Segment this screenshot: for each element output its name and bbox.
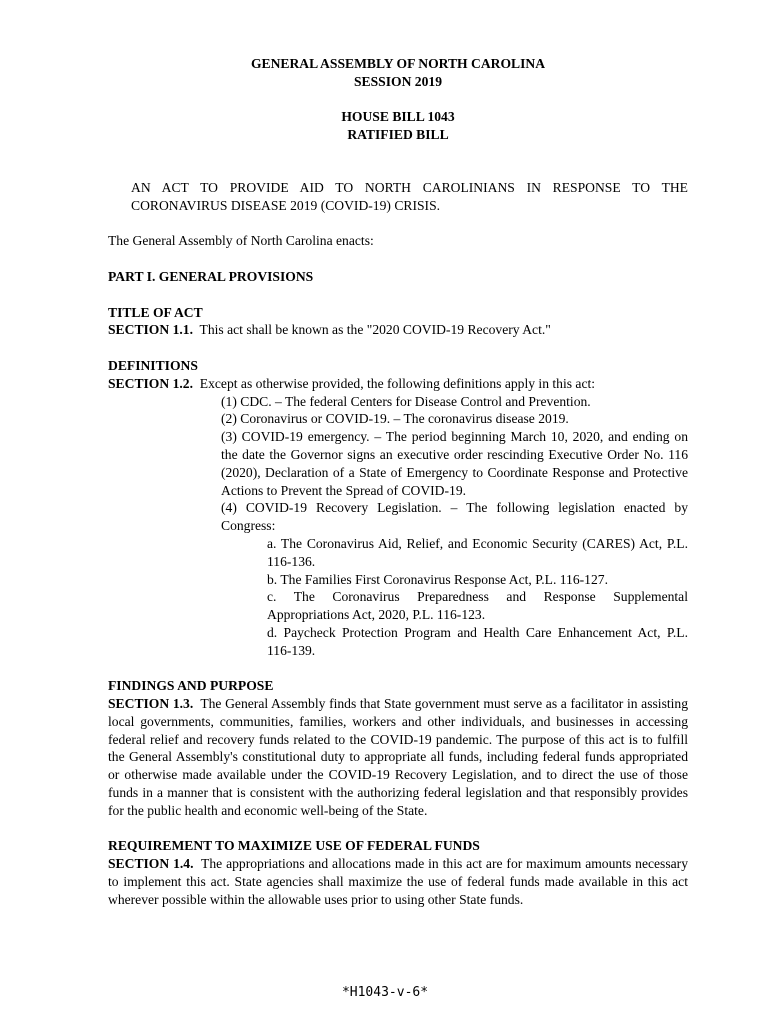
definition-item: (3) COVID-19 emergency. – The period beginning March 10, 2020, and ending on the date the Governor signs an executive order rescinding Executive Order No. 116 (2020), Declaration of a State of Emergency to Coordinate Response and Protective Actions to Prevent the Spread of COVID-19. <box>221 429 688 498</box>
definition-subitem: d. Paycheck Protection Program and Health Care Enhancement Act, P.L. 116-139. <box>267 624 688 658</box>
part-heading: PART I. GENERAL PROVISIONS <box>108 268 314 284</box>
bill-status: RATIFIED BILL <box>347 127 449 143</box>
section-1-2-label: SECTION 1.2. <box>108 375 193 391</box>
definition-item: (1) CDC. – The federal Centers for Disease Control and Prevention. <box>221 393 591 409</box>
section-1-3-heading: FINDINGS AND PURPOSE <box>108 678 274 694</box>
enacting-clause: The General Assembly of North Carolina enacts: <box>108 233 374 249</box>
assembly-heading: GENERAL ASSEMBLY OF NORTH CAROLINA <box>250 56 546 71</box>
section-1-3-label: SECTION 1.3. <box>108 696 194 712</box>
document-page <box>108 55 688 909</box>
definition-item: (4) COVID-19 Recovery Legislation. – The following legislation enacted by Congress: <box>221 500 688 534</box>
section-1-4-text: SECTION 1.4. The appropriations and allocations made in this act are for maximum amounts necessary to implement this act. State agencies shall maximize the use of federal funds made available in this act wherever possible within the allowable uses prior to using other State funds. <box>108 856 688 907</box>
section-1-1-text: SECTION 1.1. This act shall be known as the "2020 COVID-19 Recovery Act." <box>108 322 551 338</box>
bill-number: HOUSE BILL 1043 <box>341 109 455 125</box>
section-1-2-heading: DEFINITIONS <box>108 357 198 373</box>
section-1-4-heading: REQUIREMENT TO MAXIMIZE USE OF FEDERAL FUNDS <box>108 838 480 854</box>
section-1-4-label: SECTION 1.4. <box>108 856 194 872</box>
definition-subitem: b. The Families First Coronavirus Response Act, P.L. 116-127. <box>267 571 608 587</box>
session-heading: SESSION 2019 <box>353 73 442 89</box>
definition-subitem: c. The Coronavirus Preparedness and Response Supplemental Appropriations Act, 2020, P.L. 116-123. <box>267 589 688 623</box>
section-1-2-text: SECTION 1.2. Except as otherwise provided, the following definitions apply in this act: <box>108 375 596 391</box>
section-1-1-label: SECTION 1.1. <box>108 322 193 338</box>
definition-item: (2) Coronavirus or COVID-19. – The coronavirus disease 2019. <box>221 411 569 427</box>
act-title: AN ACT TO PROVIDE AID TO NORTH CAROLINIANS IN RESPONSE TO THE CORONAVIRUS DISEASE 2019 (COVID-19) CRISIS. <box>131 179 688 213</box>
section-1-1-heading: TITLE OF ACT <box>108 304 203 320</box>
definition-subitem: a. The Coronavirus Aid, Relief, and Economic Security (CARES) Act, P.L. 116-136. <box>267 535 688 569</box>
section-1-3-text: SECTION 1.3. The General Assembly finds that State government must serve as a facilitator in assisting local governments, communities, families, workers and other individuals, and businesses in accessing federal relief and recovery funds related to the COVID-19 pandemic. The purpose of this act is to fulfill the General Assembly's constitutional duty to appropriate all funds, including federal funds appropriated or otherwise made available under the COVID-19 Recovery Legislation, and to direct the use of those funds in a manner that is consistent with the authorizing federal legislation and that responsibly provides for the public health and economic well-being of the State. <box>108 696 689 818</box>
document-footer-id: *H1043-v-6* <box>341 985 429 1000</box>
